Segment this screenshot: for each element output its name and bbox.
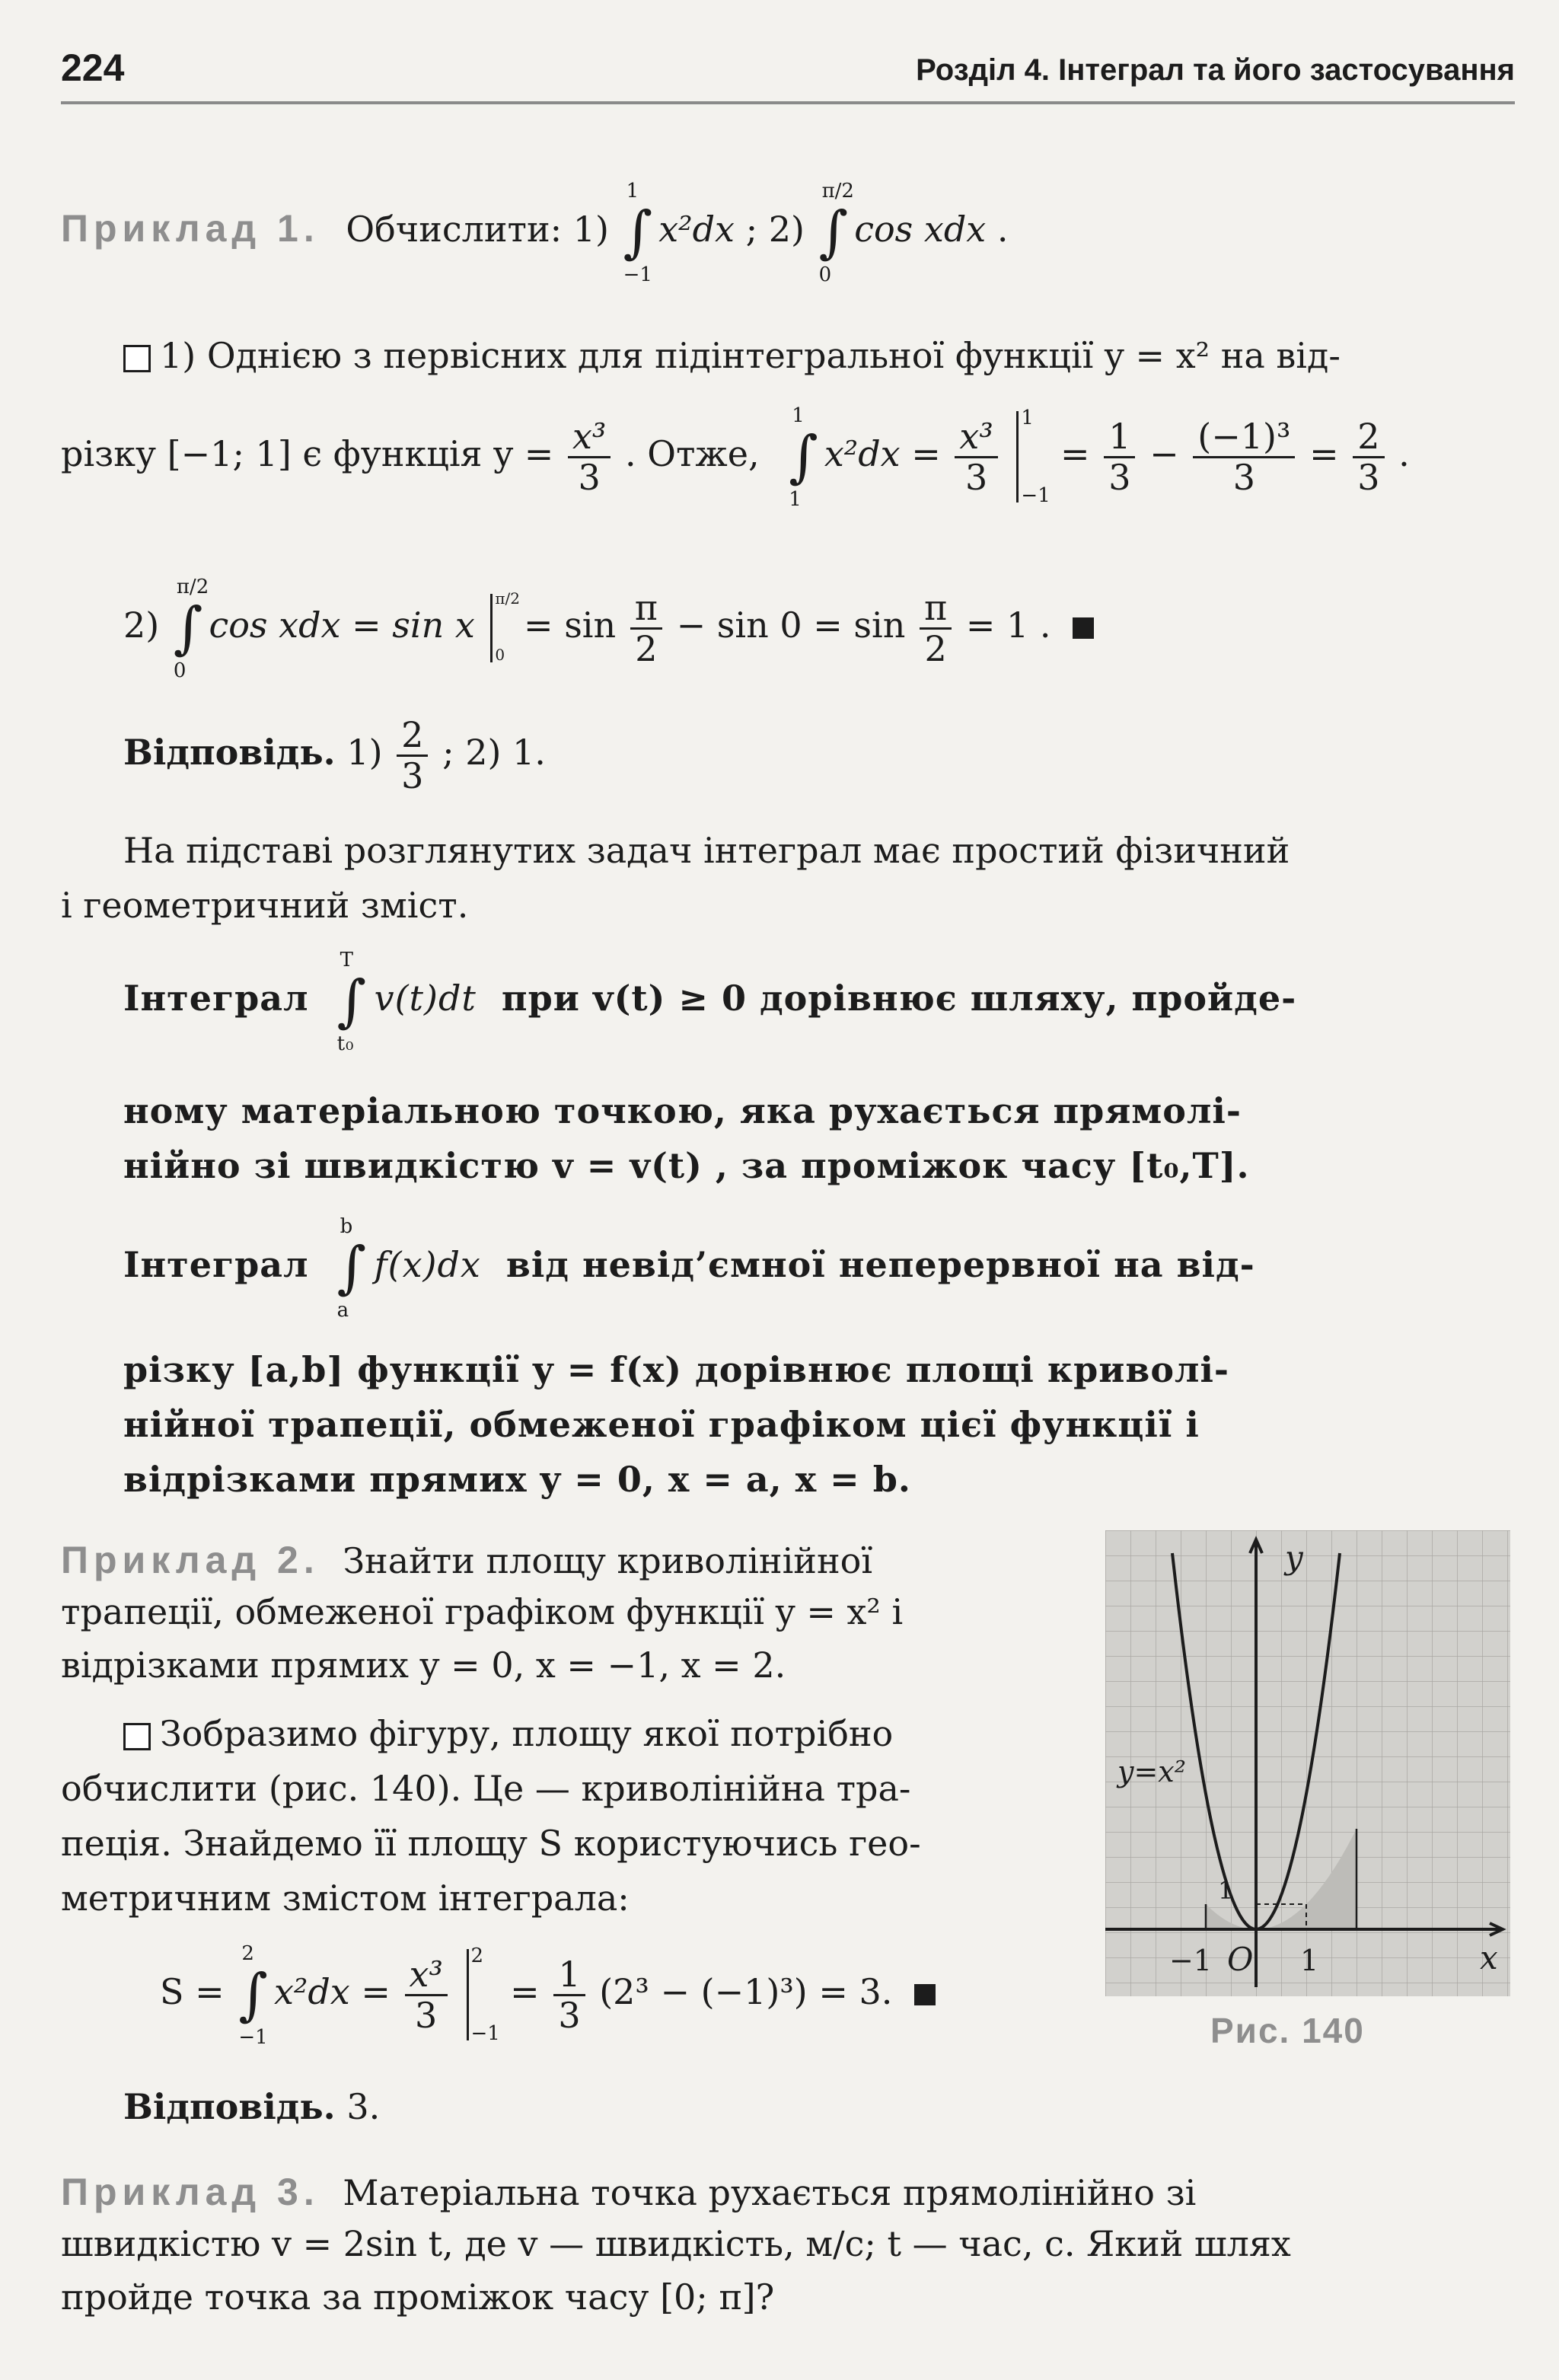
answer-label: Відповідь. [123,732,336,774]
example1-task-text: Обчислити: 1) [346,209,609,250]
figure-140 [1105,1530,1510,1996]
integrand: x²dx = [824,433,941,474]
x-tick-1: 1 [1300,1944,1319,1977]
integral-lower: 0 [818,263,832,286]
rule2-line4: відрізками прямих y = 0, x = a, x = b. [123,1459,911,1500]
period: . [996,209,1009,250]
fraction: $\frac{\text{x³}}{3}$ [405,1955,448,2034]
rule2-line2: різку [a,b] функції y = f(x) дорівнює площі криволі- [123,1349,1230,1390]
fraction: $\frac{1}{3}$ [1104,417,1135,496]
y-axis-label: y [1285,1539,1303,1576]
solution-start-box-icon [123,1723,151,1750]
example3-line1: Приклад 3. Матеріальна точка рухається прямолінійно зі [61,2171,1197,2213]
integral-lower: −1 [623,263,652,286]
example2-label: Приклад 2. [61,1539,320,1581]
example3-line3: пройде точка за проміжок часу [0; π]? [61,2276,775,2318]
fraction: $\frac{\text{x³}}{3}$ [955,417,997,496]
solution-start-box-icon [123,345,151,372]
solution1-text: різку [−1; 1] є функція y = [61,433,554,474]
example2-sol-line4: метричним змістом інтеграла: [61,1878,630,1919]
example2-line1: Приклад 2. Знайти площу криволінійної [61,1539,873,1581]
integral-sign: T ∫ t₀ [336,949,368,1055]
evaluation-bar: 2 −1 [464,1949,469,2040]
header-rule [61,101,1515,104]
solution1-line2: різку [−1; 1] є функція y = $\frac{\text{x³}}{3}$ . Отже, 1 ∫ 1 x²dx = $\frac{\text{x³}}{3}$ 1 −1 = $\frac{1}{3}$ − $\frac{\text{(−1)³}}{3}$ = $\frac{2}{3}$ . [61,404,1410,511]
origin-label: O [1227,1941,1254,1978]
integral-upper: 1 [626,180,639,203]
fraction: $\frac{\text{(−1)³}}{3}$ [1193,417,1295,496]
integral-sign: π/2 ∫ 0 [173,576,209,682]
y-tick-1: 1 [1218,1876,1234,1905]
evaluation-bar: π/2 0 [487,594,493,662]
figure-caption: Рис. 140 [1210,2011,1365,2050]
solution1-line1 [123,335,1341,376]
solution1-text: 1) Однією з первісних для підінтегральної функції y = x² на від- [160,335,1341,376]
example3-label: Приклад 3. [61,2171,320,2213]
fraction: $\frac{\pi}{2}$ [630,589,662,668]
fraction: $\frac{2}{3}$ [397,716,428,795]
intro-line2: і геометричний зміст. [61,885,469,926]
example2-sol-line1: Зобразимо фігуру, площу якої потрібно [123,1713,893,1754]
fraction: $\frac{\pi}{2}$ [920,589,952,668]
example2-sol-line2: обчислити (рис. 140). Це — криволінійна тра- [61,1768,911,1809]
qed-square-icon [1073,617,1094,639]
rule2-line3: нійної трапеції, обмеженої графіком цієї функції і [123,1404,1200,1445]
separator: ; 2) [745,209,805,250]
curve-label: y=x² [1117,1755,1186,1788]
integral-sign: b ∫ a [336,1215,368,1322]
solution1-text: . Отже, [625,433,760,474]
example1-task [61,180,1009,286]
integral-sign: 2 ∫ −1 [238,1942,268,2049]
rule2-line1: Інтеграл b ∫ a f(x)dx від невід’ємної неперервної на від- [123,1215,1255,1322]
example2-sol-line3: пеція. Знайдемо її площу S користуючись гео- [61,1823,921,1864]
evaluation-bar: 1 −1 [1013,411,1019,502]
example2-formula: S = 2 ∫ −1 x²dx = $\frac{\text{x³}}{3}$ 2 −1 = $\frac{1}{3}$ (2³ − (−1)³) = 3. [160,1949,936,2040]
qed-square-icon [914,1984,936,2005]
solution1-part2: 2) π/2 ∫ 0 cos xdx = sin x π/2 0 = sin $\frac{\pi}{2}$ − sin 0 = sin $\frac{\pi}{2}$ = 1 . [123,586,1094,670]
parabola-graph [1105,1530,1510,1996]
intro-line1: На підставі розглянутих задач інтеграл має простий фізичний [123,830,1290,871]
example2-answer: Відповідь. 3. [123,2086,381,2127]
integrand: x²dx [658,209,735,250]
example1-label: Приклад 1. [61,207,320,250]
example3-line2: швидкістю v = 2sin t, де v — швидкість, м/с; t — час, с. Який шлях [61,2223,1291,2264]
x-axis-label: x [1480,1939,1498,1976]
fraction: $\frac{1}{3}$ [553,1955,585,2034]
rule1-line2: ному матеріальною точкою, яка рухається прямолі- [123,1090,1242,1131]
fraction: $\frac{\text{x³}}{3}$ [568,417,611,496]
integral-sign: π/2 ∫ 0 [818,180,854,286]
answer-label: Відповідь. [123,2086,336,2127]
fraction: $\frac{2}{3}$ [1353,417,1384,496]
integral-sign: 1 ∫ 1 [789,404,818,511]
integral-upper: π/2 [821,180,854,203]
integral-sign: 1 ∫ −1 [623,180,653,286]
example2-line3: відрізками прямих y = 0, x = −1, x = 2. [61,1645,786,1686]
rule1-line3: нійно зі швидкістю v = v(t) , за проміжок часу [t₀,T]. [123,1145,1250,1186]
example2-line2: трапеції, обмеженої графіком функції y = x² і [61,1591,904,1632]
x-tick-neg1: −1 [1168,1944,1212,1977]
example1-answer: Відповідь. 1) $\frac{2}{3}$ ; 2) 1. [123,714,546,796]
integrand: cos xdx [854,209,987,250]
page-number: 224 [61,46,125,89]
running-head: Розділ 4. Інтеграл та його застосування [916,53,1515,87]
rule1-line1: Інтеграл T ∫ t₀ v(t)dt при v(t) ≥ 0 дорівнює шляху, пройде- [123,949,1297,1055]
